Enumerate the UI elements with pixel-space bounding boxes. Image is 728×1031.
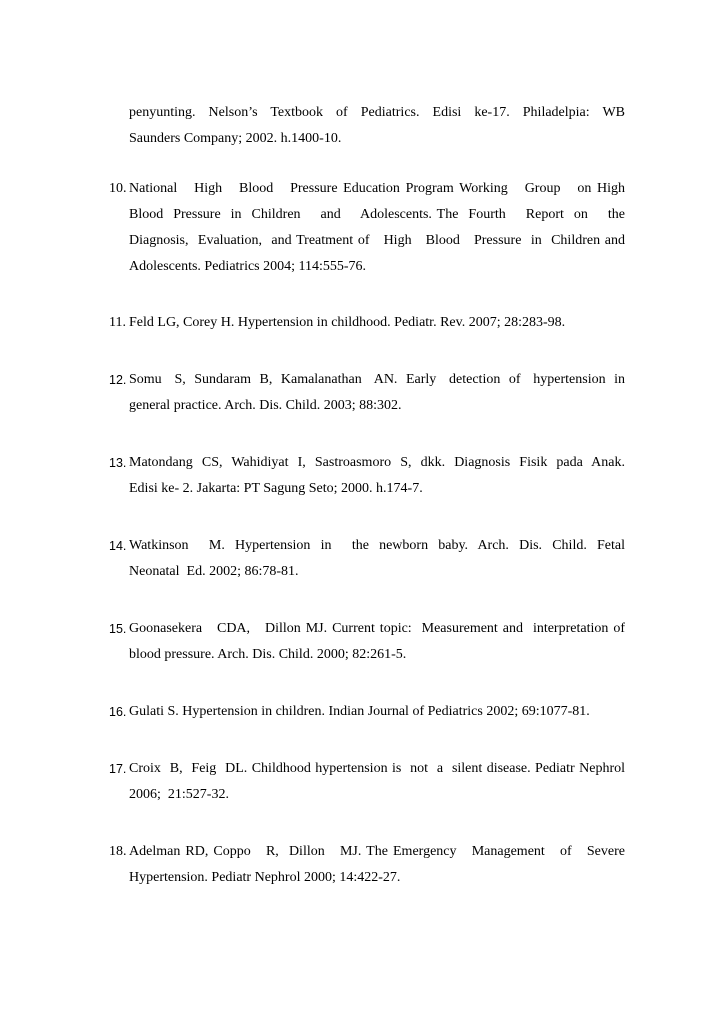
- reference-line: National High Blood Pressure Education Program Working Group on High: [129, 181, 625, 196]
- reference-18: [109, 839, 625, 891]
- reference-line: Adelman RD, Coppo R, Dillon MJ. The Emergency Management of Severe: [129, 844, 625, 859]
- reference-line: Watkinson M. Hypertension in the newborn baby. Arch. Dis. Child. Fetal: [129, 538, 625, 553]
- reference-line: Saunders Company; 2002. h.1400-10.: [129, 131, 342, 146]
- reference-11: [109, 310, 625, 336]
- reference-15: [109, 616, 625, 668]
- reference-line: Hypertension. Pediatr Nephrol 2000; 14:422-27.: [129, 870, 401, 885]
- reference-line: general practice. Arch. Dis. Child. 2003; 88:302.: [129, 398, 402, 413]
- reference-number: 12.: [109, 373, 127, 387]
- reference-13: [109, 450, 625, 502]
- reference-number: 16.: [109, 705, 127, 719]
- reference-line: Feld LG, Corey H. Hypertension in childhood. Pediatr. Rev. 2007; 28:283-98.: [129, 315, 566, 330]
- reference-line: Somu S, Sundaram B, Kamalanathan AN. Early detection of hypertension in: [129, 372, 625, 387]
- reference-line: Matondang CS, Wahidiyat I, Sastroasmoro S, dkk. Diagnosis Fisik pada Anak.: [129, 455, 625, 470]
- reference-line: 2006; 21:527-32.: [129, 787, 229, 802]
- reference-number: 15.: [109, 622, 127, 636]
- reference-10: [109, 176, 625, 280]
- reference-line: penyunting. Nelson’s Textbook of Pediatrics. Edisi ke-17. Philadelpia: WB: [129, 105, 625, 120]
- reference-line: Diagnosis, Evaluation, and Treatment of High Blood Pressure in Children and: [129, 233, 625, 248]
- reference-number: 14.: [109, 539, 127, 553]
- reference-line: Adolescents. Pediatrics 2004; 114:555-76.: [129, 259, 367, 274]
- reference-number: 11.: [109, 315, 126, 330]
- reference-14: [109, 533, 625, 585]
- reference-number: 18.: [109, 844, 127, 859]
- reference-12: [109, 367, 625, 419]
- reference-line: Neonatal Ed. 2002; 86:78-81.: [129, 564, 299, 579]
- reference-line: blood pressure. Arch. Dis. Child. 2000; 82:261-5.: [129, 647, 407, 662]
- reference-continued: [109, 100, 625, 152]
- reference-line: Croix B, Feig DL. Childhood hypertension is not a silent disease. Pediatr Nephrol: [129, 761, 625, 776]
- reference-16: [109, 699, 625, 725]
- reference-number: 10.: [109, 181, 127, 196]
- reference-line: Gulati S. Hypertension in children. Indian Journal of Pediatrics 2002; 69:1077-81.: [129, 704, 590, 719]
- reference-number: 13.: [109, 456, 127, 470]
- reference-line: Blood Pressure in Children and Adolescents. The Fourth Report on the: [129, 207, 625, 222]
- reference-number: 17.: [109, 762, 127, 776]
- reference-line: Goonasekera CDA, Dillon MJ. Current topic: Measurement and interpretation of: [129, 621, 625, 636]
- reference-17: [109, 756, 625, 808]
- reference-line: Edisi ke- 2. Jakarta: PT Sagung Seto; 2000. h.174-7.: [129, 481, 423, 496]
